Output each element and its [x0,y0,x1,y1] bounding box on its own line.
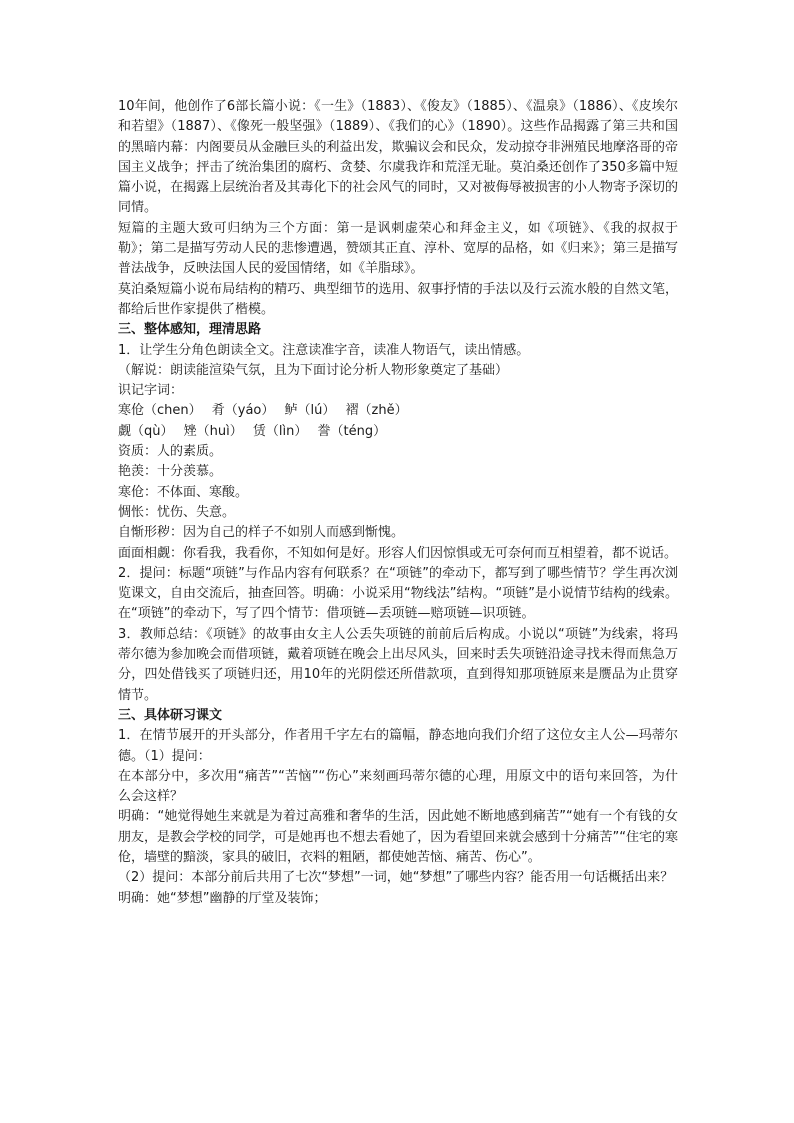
overview-item-1: 1．让学生分角色朗读全文。注意读准字音，读准人物语气，读出情感。 [118,342,530,358]
pinyin-word: 寒伧（chen） [118,403,202,419]
pinyin-word: 矬（huì） [183,423,243,439]
pinyin-word: 觑（qù） [118,423,174,439]
pinyin-word: 肴（yáo） [211,403,275,419]
vocab-title: 识记字词： [118,383,184,399]
definition: 面面相觑：你看我，我看你，不知如何是好。形容人们因惊惧或无可奈何而互相望着，都不说话。 [118,545,678,561]
intro-paragraph-style: 莫泊桑短篇小说布局结构的精巧、典型细节的选用、叙事抒情的手法以及行云流水般的自然文笔，都给后世作家提供了楷模。 [118,281,678,317]
study-answer-1: 明确：“她觉得她生来就是为着过高雅和奢华的生活，因此她不断地感到痛苦”“她有一个有钱的女朋友，是教会学校的同学，可是她再也不想去看她了，因为看望回来就会感到十分痛苦”“住宅的寒伧，墙壁的黯淡，家具的破旧，衣料的粗陋，都使她苦恼、痛苦、伤心”。 [118,809,678,865]
intro-paragraph-themes: 短篇的主题大致可归纳为三个方面：第一是讽刺虚荣心和拜金主义，如《项链》、《我的叔叔于勒》；第二是描写劳动人民的悲惨遭遇，赞颂其正直、淳朴、宽厚的品格，如《归来》；第三是描写普法战争，反映法国人民的爱国情绪，如《羊脂球》。 [118,220,678,277]
study-question-1: 在本部分中，多次用“痛苦”“苦恼”“伤心”来刻画玛蒂尔德的心理，用原文中的语句来回答，为什么会这样？ [118,768,678,805]
section-heading-overview: 三、整体感知，理清思路 [118,322,262,338]
pinyin-word: 褶（zhě） [345,403,408,419]
pinyin-word: 鲈（lú） [284,403,336,419]
definition: 艳羡：十分羡慕。 [118,464,223,480]
intro-paragraph-novels: 10年间，他创作了6部长篇小说：《一生》（1883）、《俊友》（1885）、《温泉》（1886）、《皮埃尔和若望》（1887）、《像死一般坚强》（1889）、《我们的心》（1890）。这些作品揭露了第三共和国的黑暗内幕：内阁要员从金融巨头的利益出发，欺骗议会和民众，发动掠夺非洲殖民地摩洛哥的帝国主义战争；抨击了统治集团的腐朽、贪婪、尔虞我诈和荒淫无耻。莫泊桑还创作了350多篇中短篇小说，在揭露上层统治者及其毒化下的社会风气的同时，又对被侮辱被损害的小人物寄予深切的同情。 [118,99,678,216]
definition: 惆怅：忧伤、失意。 [118,504,236,520]
pinyin-word: 誊（téng） [317,423,387,439]
definition: 寒伧：不体面、寒酸。 [118,484,249,500]
overview-note: （解说：朗读能渲染气氛，且为下面讨论分析人物形象奠定了基础） [118,362,509,378]
document-page [118,97,678,909]
section-heading-study: 三、具体研习课文 [118,707,223,723]
definition: 资质：人的素质。 [118,444,223,460]
pinyin-row-1 [118,401,678,421]
study-question-2: （2）提问：本部分前后共用了七次“梦想”一词，她“梦想”了哪些内容？能否用一句话概括出来？ [118,870,674,886]
pinyin-row-2 [118,422,678,442]
pinyin-word: 赁（lìn） [252,423,308,439]
overview-item-3: 3．教师总结：《项链》的故事由女主人公丢失项链的前前后后构成。小说以“项链”为线索，将玛蒂尔德为参加晚会而借项链，戴着项链在晚会上出尽风头，回来时丢失项链沿途寻找未得而焦急万分，四处借钱买了项链归还，用10年的光阴偿还所借款项，直到得知那项链原来是赝品为止贯穿情节。 [118,626,678,703]
study-answer-2: 明确：她“梦想”幽静的厅堂及装饰； [118,890,327,906]
definition: 自惭形秽：因为自己的样子不如别人而感到惭愧。 [118,525,405,541]
study-item-1: 1．在情节展开的开头部分，作者用千字左右的篇幅，静态地向我们介绍了这位女主人公—玛蒂尔德。（1）提问： [118,728,678,764]
overview-item-2: 2．提问：标题“项链”与作品内容有何联系？在“项链”的牵动下，都写到了哪些情节？学生再次浏览课文，自由交流后，抽查回答。明确：小说采用“物线法”结构。“项链”是小说情节结构的线索。在“项链”的牵动下，写了四个情节：借项链—丢项链—赔项链—识项链。 [118,565,678,622]
